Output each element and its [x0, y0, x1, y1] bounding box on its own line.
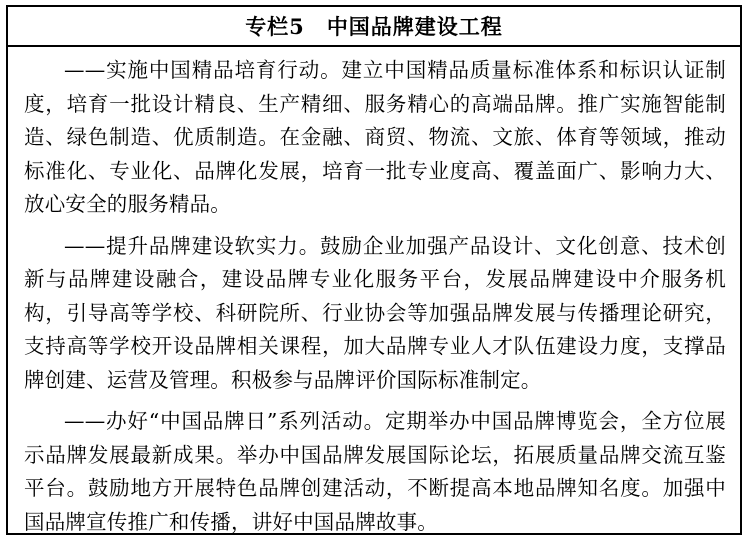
- paragraph-3: [24, 405, 726, 539]
- paragraph-1: [24, 54, 726, 222]
- box-title-name: 中国品牌建设工程: [326, 14, 503, 39]
- paragraph-2: [24, 230, 726, 398]
- box-title-label: 专栏5: [245, 14, 305, 39]
- paragraph-text: ——实施中国精品培育行动。建立中国精品质量标准体系和标识认证制度，培育一批设计精良、生产精细、服务精心的高端品牌。推广实施智能制造、绿色制造、优质制造。在金融、商贸、物流、文旅、体育等领域，推动标准化、专业化、品牌化发展，培育一批专业度高、覆盖面广、影响力大、放心安全的服务精品。: [24, 58, 726, 217]
- callout-box: [6, 5, 742, 535]
- box-body: [8, 47, 740, 539]
- paragraph-text: ——提升品牌建设软实力。鼓励企业加强产品设计、文化创意、技术创新与品牌建设融合，建设品牌专业化服务平台，发展品牌建设中介服务机构，引导高等学校、科研院所、行业协会等加强品牌发展与传播理论研究，支持高等学校开设品牌相关课程，加大品牌专业人才队伍建设力度，支撑品牌创建、运营及管理。积极参与品牌评价国际标准制定。: [24, 233, 726, 392]
- paragraph-text: ——办好“中国品牌日”系列活动。定期举办中国品牌博览会，全方位展示品牌发展最新成果。举办中国品牌发展国际论坛，拓展质量品牌交流互鉴平台。鼓励地方开展特色品牌创建活动，不断提高本地品牌知名度。加强中国品牌宣传推广和传播，讲好中国品牌故事。: [24, 409, 726, 534]
- box-title: [8, 7, 740, 45]
